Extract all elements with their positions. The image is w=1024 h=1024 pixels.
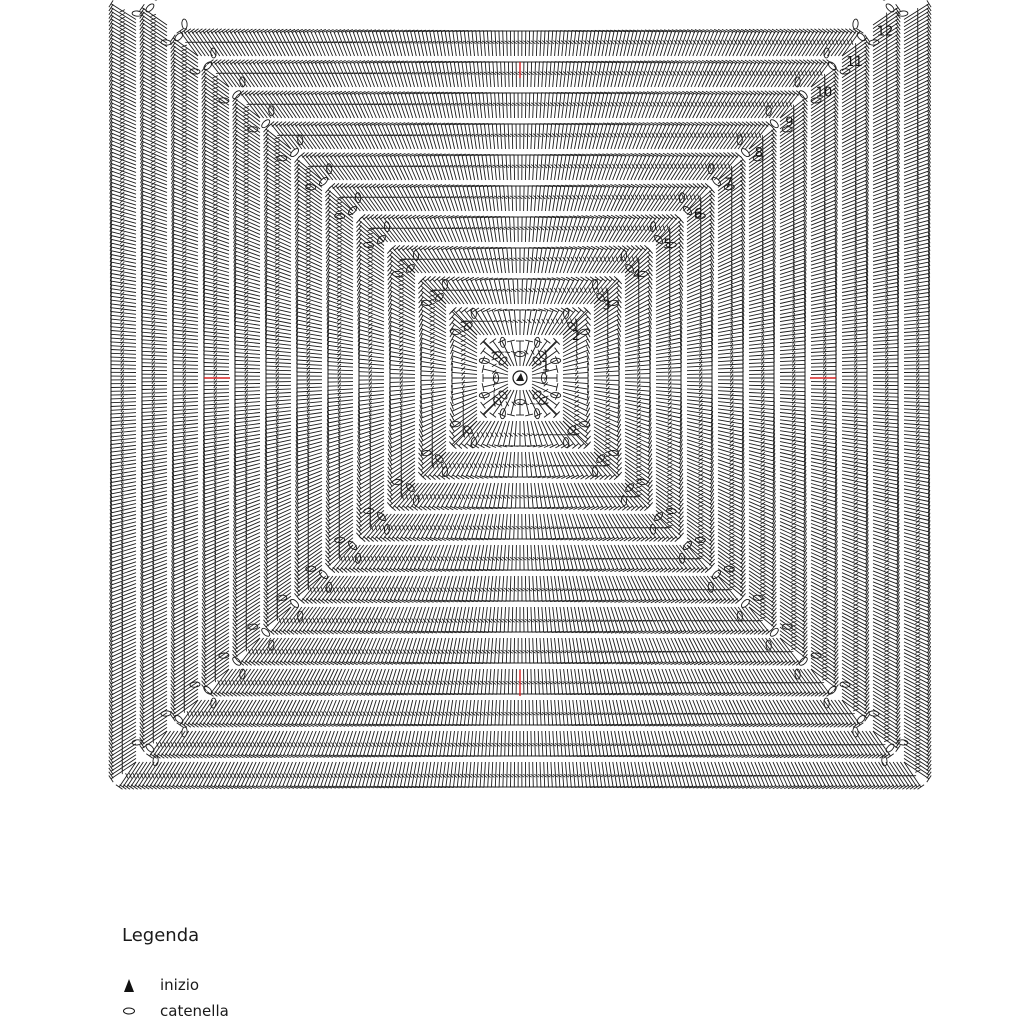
legend-item-label: inizio (160, 976, 200, 994)
crochet-chart (100, 0, 940, 792)
legend-title: Legenda (122, 925, 200, 946)
chain-stitch-icon (122, 1006, 160, 1016)
round-number-label: 12 (876, 24, 894, 40)
round-number-label: 4 (632, 268, 642, 284)
round-number-label: 11 (846, 54, 863, 70)
round-number-label: 1 (541, 359, 550, 375)
start-triangle-icon (122, 977, 160, 993)
legend-item-label: catenella (160, 1002, 229, 1020)
legend-item-chain (122, 998, 229, 1024)
start-marker (513, 371, 527, 385)
crochet-square-diagram (100, 0, 940, 792)
round-number-label: 7 (724, 176, 733, 192)
round-number-label: 5 (663, 237, 672, 253)
round-number-label: 8 (754, 146, 764, 162)
round-number-label: 9 (785, 115, 794, 131)
round-number-label: 2 (572, 329, 581, 344)
round-number-label: 3 (602, 298, 611, 314)
legend (122, 925, 229, 1024)
round-number-label: 6 (693, 207, 703, 223)
legend-item-start (122, 972, 229, 998)
round-number-label: 10 (815, 85, 833, 101)
